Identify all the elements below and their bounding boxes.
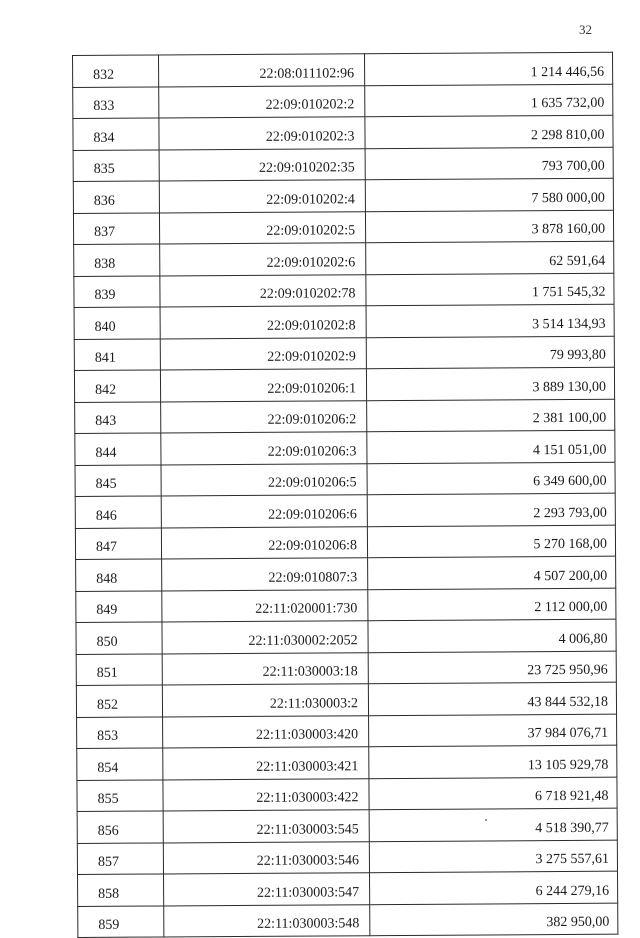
table-row: [73, 147, 613, 182]
table-row: [74, 241, 614, 276]
cadastral-value-cell: 6 244 279,16: [370, 871, 618, 904]
cadastral-number-cell: 22:11:030003:546: [163, 841, 369, 874]
cadastral-value-cell: 79 993,80: [366, 336, 614, 369]
row-number-cell: 857: [77, 842, 163, 874]
cadastral-value-cell: 793 700,00: [365, 147, 613, 180]
row-number-cell: 845: [75, 464, 161, 496]
cadastral-value-cell: 1 214 446,56: [364, 52, 612, 85]
row-number-cell: 840: [74, 307, 160, 339]
cadastral-number-cell: 22:09:010206:8: [161, 526, 367, 559]
cadastral-number-cell: 22:09:010202:2: [159, 85, 365, 118]
scan-speck: [485, 819, 487, 821]
cadastral-number-cell: 22:09:010202:5: [159, 211, 365, 244]
cadastral-value-cell: 5 270 168,00: [367, 525, 615, 558]
cadastral-number-cell: 22:11:030003:547: [164, 873, 370, 906]
cadastral-number-cell: 22:11:030003:421: [163, 747, 369, 780]
cadastral-value-cell: 4 151 051,00: [367, 430, 615, 463]
table-row: [77, 840, 617, 875]
table-row: [74, 304, 614, 339]
cadastral-value-cell: 2 112 000,00: [368, 588, 616, 621]
row-number-cell: 838: [74, 244, 160, 276]
table-row: [75, 430, 615, 465]
cadastral-value-cell: 13 105 929,78: [369, 745, 617, 778]
cadastral-number-cell: 22:11:030003:18: [162, 652, 368, 685]
cadastral-value-cell: 3 878 160,00: [365, 210, 613, 243]
table-row: [73, 115, 613, 150]
cadastral-number-cell: 22:11:030002:2052: [162, 621, 368, 654]
table-row: [77, 808, 617, 843]
table-row: [76, 651, 616, 686]
cadastral-value-cell: 1 751 545,32: [366, 273, 614, 306]
cadastral-value-cell: 1 635 732,00: [365, 84, 613, 117]
table-row: [73, 210, 613, 245]
table-row: [76, 588, 616, 623]
table-row: [74, 273, 614, 308]
table-row: [74, 367, 614, 402]
row-number-cell: 836: [73, 181, 159, 213]
row-number-cell: 833: [73, 86, 159, 118]
cadastral-value-cell: 2 293 793,00: [367, 493, 615, 526]
registry-table: [72, 52, 618, 938]
cadastral-number-cell: 22:09:010202:8: [160, 306, 366, 339]
row-number-cell: 858: [78, 874, 164, 906]
cadastral-value-cell: 4 006,80: [368, 619, 616, 652]
table-row: [75, 462, 615, 497]
row-number-cell: 843: [75, 401, 161, 433]
row-number-cell: 839: [74, 275, 160, 307]
cadastral-number-cell: 22:11:030003:548: [164, 904, 370, 937]
registry-table-body: [73, 52, 618, 937]
row-number-cell: 856: [77, 811, 163, 843]
row-number-cell: 834: [73, 118, 159, 150]
cadastral-number-cell: 22:09:010206:1: [160, 369, 366, 402]
row-number-cell: 835: [73, 149, 159, 181]
cadastral-number-cell: 22:11:030003:2: [162, 684, 368, 717]
table-row: [76, 619, 616, 654]
cadastral-value-cell: 3 889 130,00: [366, 367, 614, 400]
table-row: [77, 714, 617, 749]
registry-table-wrapper: [72, 52, 617, 938]
row-number-cell: 851: [76, 653, 162, 685]
row-number-cell: 853: [77, 716, 163, 748]
cadastral-number-cell: 22:11:030003:420: [163, 715, 369, 748]
cadastral-number-cell: 22:09:010206:2: [161, 400, 367, 433]
cadastral-number-cell: 22:11:030003:422: [163, 778, 369, 811]
cadastral-number-cell: 22:11:020001:730: [162, 589, 368, 622]
row-number-cell: 849: [76, 590, 162, 622]
table-row: [75, 493, 615, 528]
table-row: [77, 745, 617, 780]
table-row: [77, 777, 617, 812]
row-number-cell: 841: [74, 338, 160, 370]
row-number-cell: 837: [73, 212, 159, 244]
cadastral-number-cell: 22:09:010202:3: [159, 117, 365, 150]
table-row: [78, 871, 618, 906]
cadastral-value-cell: 62 591,64: [366, 241, 614, 274]
cadastral-value-cell: 7 580 000,00: [365, 178, 613, 211]
table-row: [75, 525, 615, 560]
cadastral-number-cell: 22:09:010202:6: [160, 243, 366, 276]
cadastral-value-cell: 4 507 200,00: [368, 556, 616, 589]
row-number-cell: 854: [77, 748, 163, 780]
table-row: [78, 903, 618, 938]
row-number-cell: 859: [78, 905, 164, 937]
row-number-cell: 855: [77, 779, 163, 811]
table-row: [73, 52, 613, 87]
row-number-cell: 846: [75, 496, 161, 528]
cadastral-value-cell: 4 518 390,77: [369, 808, 617, 841]
table-row: [73, 178, 613, 213]
cadastral-number-cell: 22:09:010202:35: [159, 148, 365, 181]
cadastral-value-cell: 2 298 810,00: [365, 115, 613, 148]
cadastral-value-cell: 23 725 950,96: [368, 651, 616, 684]
cadastral-value-cell: 3 514 134,93: [366, 304, 614, 337]
row-number-cell: 842: [74, 370, 160, 402]
cadastral-value-cell: 3 275 557,61: [369, 840, 617, 873]
table-row: [73, 84, 613, 119]
cadastral-number-cell: 22:11:030003:545: [163, 810, 369, 843]
table-row: [74, 336, 614, 371]
row-number-cell: 832: [73, 55, 159, 87]
table-row: [75, 399, 615, 434]
cadastral-number-cell: 22:09:010202:78: [160, 274, 366, 307]
cadastral-number-cell: 22:09:010202:9: [160, 337, 366, 370]
row-number-cell: 850: [76, 622, 162, 654]
cadastral-number-cell: 22:09:010202:4: [159, 180, 365, 213]
table-row: [76, 682, 616, 717]
row-number-cell: 848: [76, 559, 162, 591]
cadastral-value-cell: 6 349 600,00: [367, 462, 615, 495]
cadastral-number-cell: 22:09:010206:3: [161, 432, 367, 465]
row-number-cell: 844: [75, 433, 161, 465]
page-number: 32: [579, 22, 592, 37]
cadastral-value-cell: 37 984 076,71: [369, 714, 617, 747]
cadastral-number-cell: 22:09:010206:6: [161, 495, 367, 528]
cadastral-value-cell: 382 950,00: [370, 903, 618, 936]
row-number-cell: 847: [75, 527, 161, 559]
cadastral-number-cell: 22:09:010206:5: [161, 463, 367, 496]
cadastral-number-cell: 22:09:010807:3: [162, 558, 368, 591]
cadastral-number-cell: 22:08:011102:96: [159, 54, 365, 87]
table-row: [76, 556, 616, 591]
cadastral-value-cell: 6 718 921,48: [369, 777, 617, 810]
cadastral-value-cell: 43 844 532,18: [368, 682, 616, 715]
row-number-cell: 852: [76, 685, 162, 717]
cadastral-value-cell: 2 381 100,00: [367, 399, 615, 432]
